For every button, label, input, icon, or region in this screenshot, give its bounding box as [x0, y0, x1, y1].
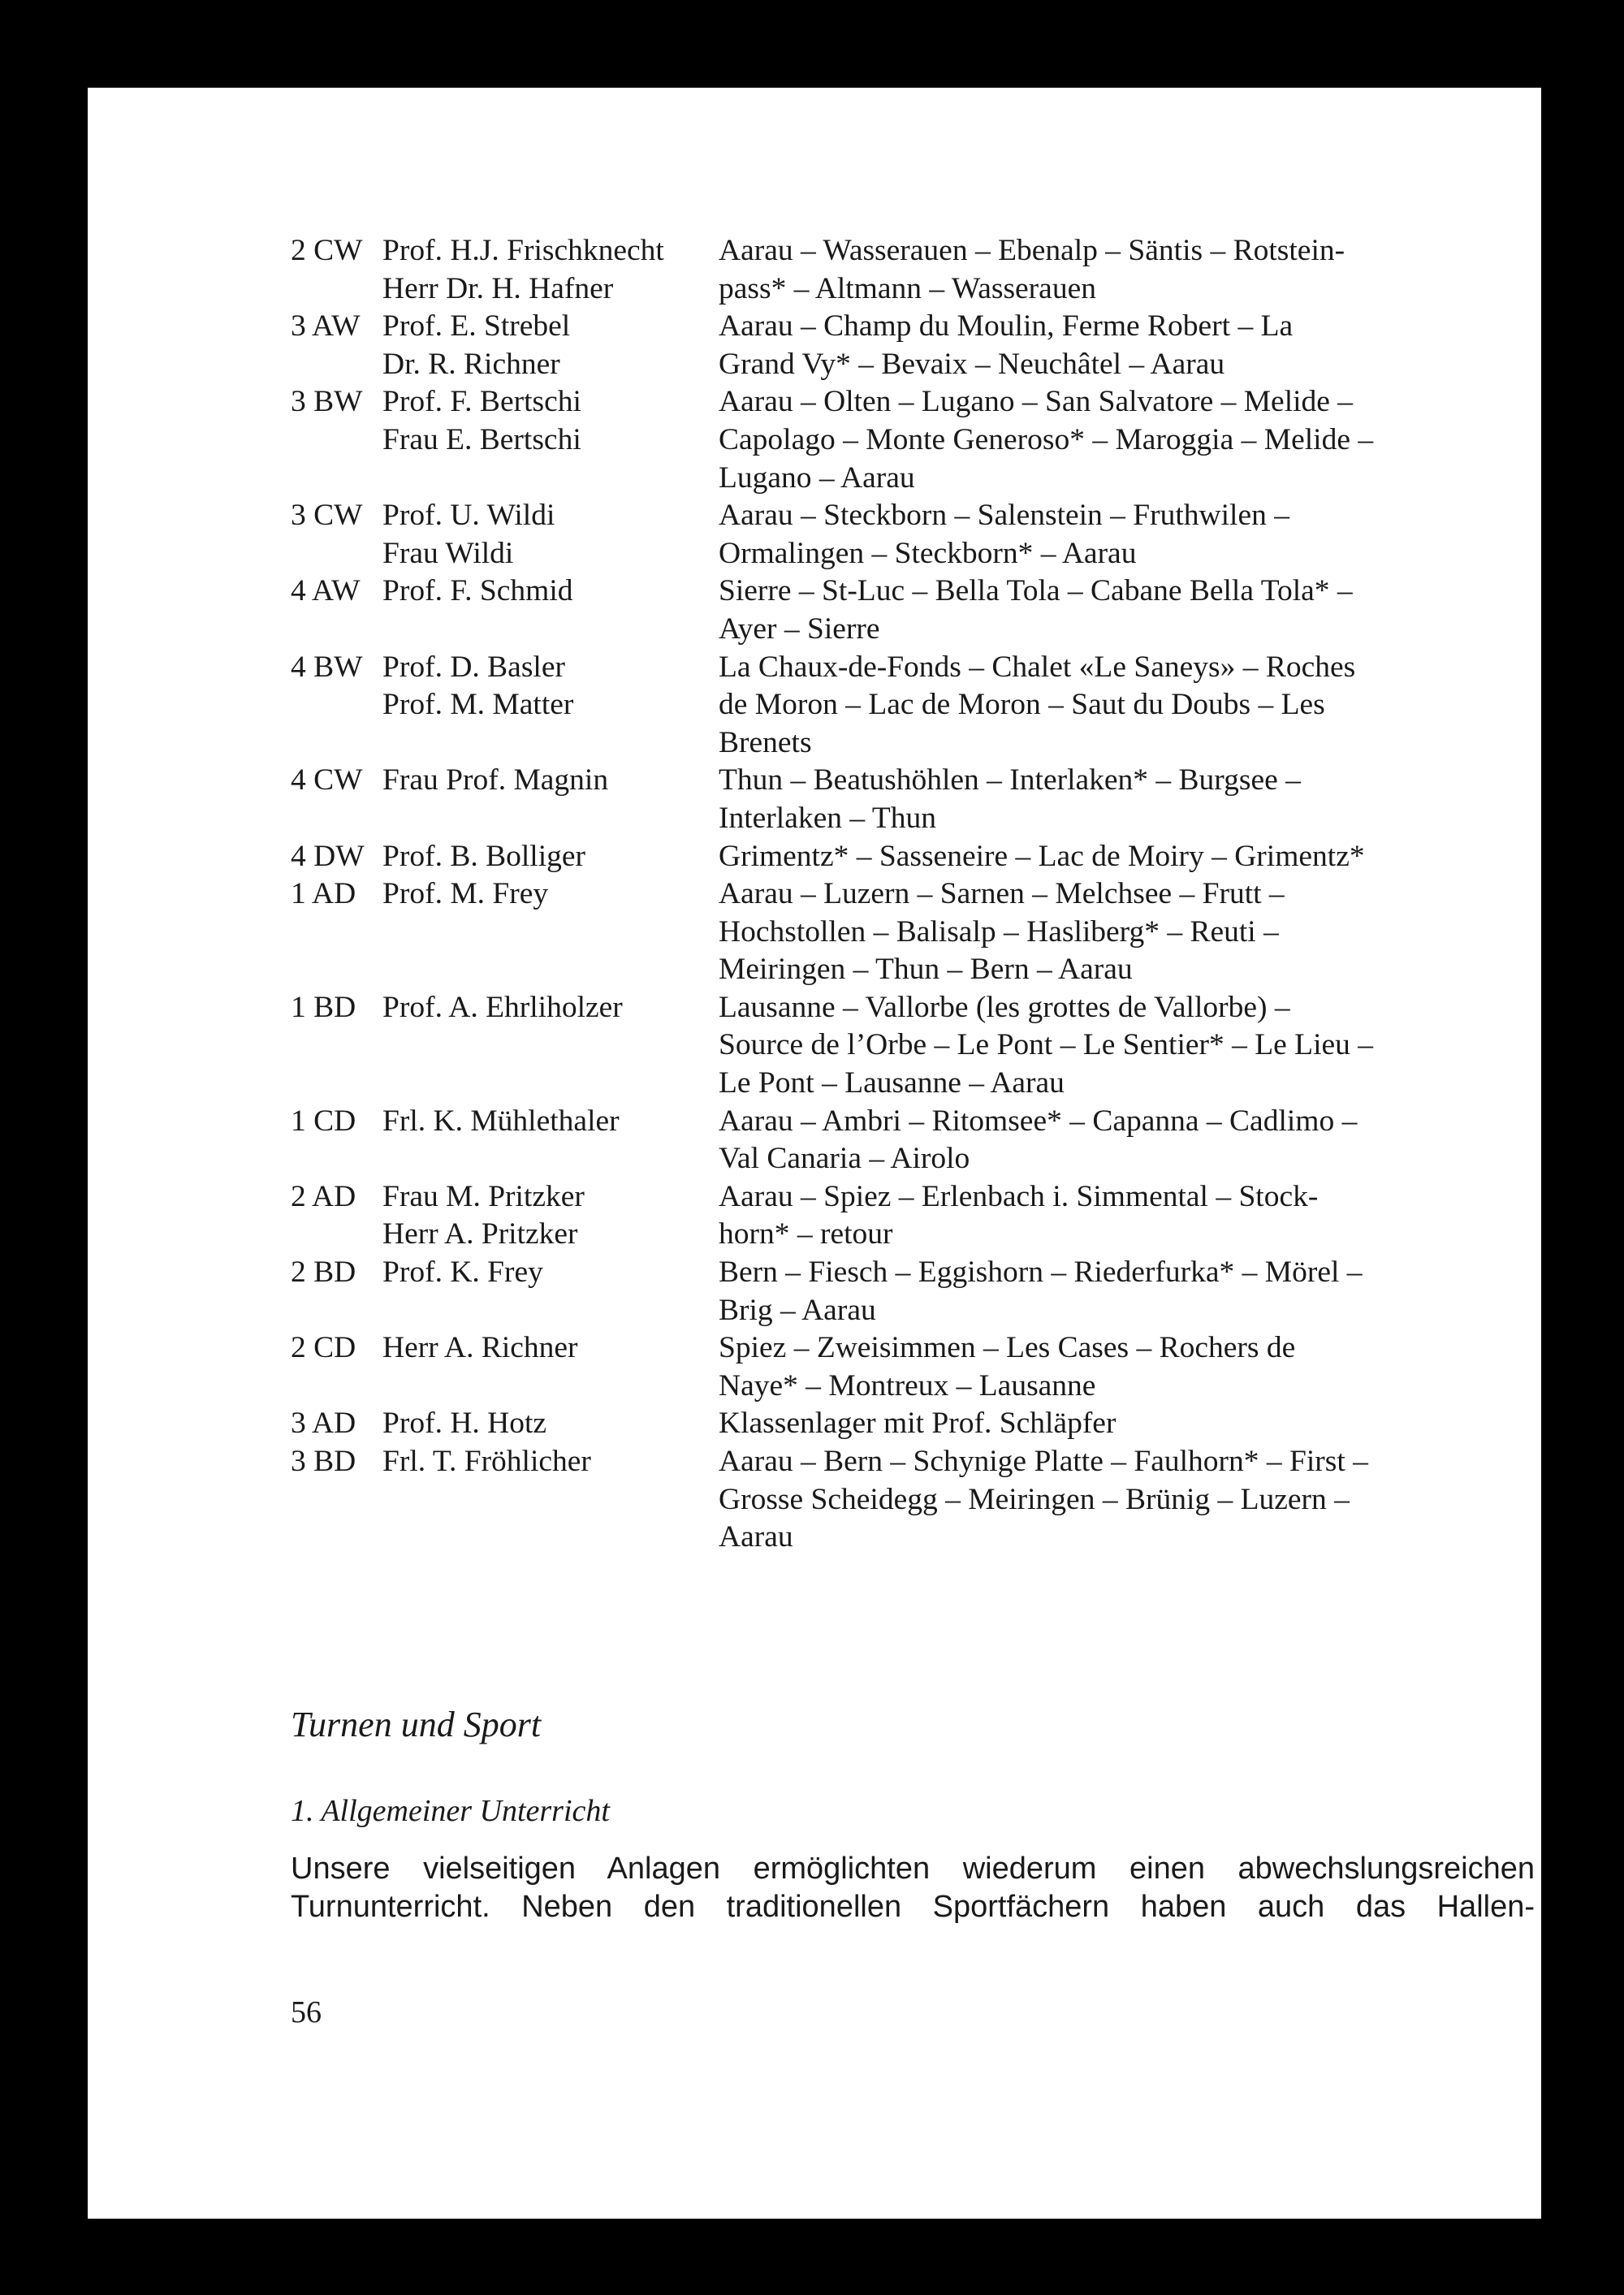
route-line: horn* – retour — [719, 1217, 893, 1251]
route-line: Spiez – Zweisimmen – Les Cases – Rochers de — [719, 1331, 1296, 1365]
excursion-row — [291, 497, 1557, 573]
teacher-name: Prof. H. Hotz — [382, 1407, 547, 1441]
teacher-list — [382, 1329, 578, 1368]
body-paragraph — [291, 1850, 1535, 1926]
excursion-row — [291, 838, 1557, 876]
teacher-name: Prof. F. Schmid — [382, 574, 573, 608]
class-code: 3 BW — [291, 385, 363, 419]
route-line: Aarau – Bern – Schynige Platte – Faulhorn* – First – — [719, 1445, 1368, 1478]
teacher-name: Herr Dr. H. Hafner — [382, 271, 614, 305]
route-line: Lugano – Aarau — [719, 460, 915, 495]
teacher-name: Prof. M. Frey — [382, 877, 549, 911]
teacher-name: Frau E. Bertschi — [382, 422, 581, 456]
route-line: Sierre – St-Luc – Bella Tola – Cabane Bella Tola* – — [719, 574, 1353, 608]
excursion-row — [291, 989, 1557, 1103]
route-description — [719, 573, 1474, 648]
route-line: Aarau – Ambri – Ritomsee* – Capanna – Cadlimo – — [719, 1104, 1358, 1138]
class-code: 2 CW — [291, 234, 363, 267]
class-code: 2 AD — [291, 1179, 356, 1213]
excursion-row — [291, 762, 1557, 837]
teacher-name: Prof. M. Matter — [382, 688, 574, 722]
route-line: Grosse Scheidegg – Meiringen – Brünig – Luzern – — [719, 1482, 1350, 1516]
route-description — [719, 1405, 1474, 1443]
route-description — [719, 497, 1474, 573]
route-line: Aarau – Olten – Lugano – San Salvatore – Melide – — [719, 385, 1354, 419]
teacher-name: Herr A. Pritzker — [382, 1217, 578, 1251]
teacher-name: Frl. K. Mühlethaler — [382, 1104, 620, 1138]
route-description — [719, 383, 1474, 497]
teacher-name: Prof. B. Bolliger — [382, 839, 585, 873]
excursion-row — [291, 1329, 1557, 1405]
route-line: Grand Vy* – Bevaix – Neuchâtel – Aarau — [719, 347, 1225, 381]
class-code: 3 CW — [291, 499, 363, 533]
teacher-list — [382, 308, 570, 383]
route-description — [719, 1443, 1474, 1557]
teacher-list — [382, 1178, 585, 1254]
teacher-list — [382, 649, 573, 724]
teacher-name: Prof. F. Bertschi — [382, 385, 581, 419]
route-description — [719, 989, 1474, 1103]
excursion-table — [291, 232, 1557, 1557]
teacher-name: Prof. H.J. Frischknecht — [382, 234, 664, 267]
excursion-row — [291, 573, 1557, 648]
teacher-list — [382, 497, 555, 573]
route-line: Ayer – Sierre — [719, 612, 880, 646]
class-code: 1 BD — [291, 990, 356, 1024]
route-line: Brenets — [719, 725, 812, 759]
class-code: 4 AW — [291, 574, 361, 608]
paragraph-line: Turnunterricht. Neben den traditionellen Sportfächern haben auch das Hallen- — [291, 1890, 1535, 1924]
page-number: 56 — [291, 1995, 322, 2029]
teacher-name: Dr. R. Richner — [382, 347, 560, 381]
teacher-list — [382, 573, 573, 611]
route-description — [719, 1329, 1474, 1405]
class-code: 4 BW — [291, 650, 363, 684]
class-code: 1 AD — [291, 877, 356, 911]
teacher-name: Frau Wildi — [382, 536, 514, 570]
route-line: Thun – Beatushöhlen – Interlaken* – Burgsee – — [719, 763, 1301, 797]
excursion-row — [291, 383, 1557, 497]
excursion-row — [291, 232, 1557, 308]
route-line: Grimentz* – Sasseneire – Lac de Moiry – Grimentz* — [719, 839, 1365, 873]
teacher-list — [382, 232, 664, 308]
route-description — [719, 649, 1474, 763]
teacher-name: Prof. U. Wildi — [382, 499, 555, 533]
class-code: 3 AD — [291, 1407, 356, 1441]
route-line: Aarau – Champ du Moulin, Ferme Robert – La — [719, 309, 1294, 344]
class-code: 3 BD — [291, 1445, 356, 1478]
route-line: Bern – Fiesch – Eggishorn – Riederfurka* – Mörel – — [719, 1256, 1363, 1290]
teacher-list — [382, 1443, 591, 1481]
route-line: Naye* – Montreux – Lausanne — [719, 1368, 1096, 1402]
teacher-name: Frl. T. Fröhlicher — [382, 1445, 591, 1478]
paragraph-line: Unsere vielseitigen Anlagen ermöglichten wiederum einen abwechslungsreichen — [291, 1852, 1535, 1886]
excursion-row — [291, 875, 1557, 989]
route-line: Interlaken – Thun — [719, 801, 936, 835]
route-description — [719, 1254, 1474, 1329]
teacher-list — [382, 383, 581, 459]
teacher-name: Frau Prof. Magnin — [382, 763, 609, 797]
section-title: Turnen und Sport — [291, 1705, 542, 1744]
class-code: 4 DW — [291, 839, 365, 873]
page — [88, 88, 1541, 2219]
route-line: Aarau – Wasserauen – Ebenalp – Säntis – Rotstein- — [719, 234, 1345, 267]
excursion-row — [291, 308, 1557, 383]
route-line: Aarau – Spiez – Erlenbach i. Simmental – Stock- — [719, 1179, 1319, 1213]
excursion-row — [291, 1103, 1557, 1178]
route-line: Source de l’Orbe – Le Pont – Le Sentier* – Le Lieu – — [719, 1028, 1374, 1062]
excursion-row — [291, 1443, 1557, 1557]
excursion-row — [291, 1405, 1557, 1443]
route-description — [719, 762, 1474, 837]
teacher-name: Prof. A. Ehrliholzer — [382, 990, 623, 1024]
route-line: de Moron – Lac de Moron – Saut du Doubs – Les — [719, 688, 1325, 722]
class-code: 4 CW — [291, 763, 363, 797]
route-line: Val Canaria – Airolo — [719, 1142, 970, 1176]
route-description — [719, 232, 1474, 308]
teacher-list — [382, 838, 585, 876]
teacher-name: Prof. D. Basler — [382, 650, 565, 684]
route-line: Aarau – Steckborn – Salenstein – Fruthwilen – — [719, 499, 1289, 533]
class-code: 2 CD — [291, 1331, 356, 1365]
excursion-row — [291, 1254, 1557, 1329]
teacher-list — [382, 1405, 546, 1443]
teacher-list — [382, 875, 548, 914]
route-line: La Chaux-de-Fonds – Chalet «Le Saneys» – Roches — [719, 650, 1356, 684]
teacher-list — [382, 1254, 543, 1292]
teacher-list — [382, 989, 623, 1027]
teacher-list — [382, 762, 608, 800]
route-line: Aarau – Luzern – Sarnen – Melchsee – Frutt – — [719, 877, 1285, 911]
route-line: Hochstollen – Balisalp – Hasliberg* – Reuti – — [719, 914, 1279, 949]
route-description — [719, 875, 1474, 989]
teacher-name: Prof. E. Strebel — [382, 309, 571, 344]
teacher-list — [382, 1103, 620, 1141]
route-description — [719, 1103, 1474, 1178]
route-description — [719, 838, 1474, 876]
route-line: pass* – Altmann – Wasserauen — [719, 271, 1096, 305]
excursion-row — [291, 1178, 1557, 1254]
route-line: Brig – Aarau — [719, 1293, 876, 1327]
route-description — [719, 1178, 1474, 1254]
route-line: Capolago – Monte Generoso* – Maroggia – Melide – — [719, 422, 1374, 456]
route-line: Le Pont – Lausanne – Aarau — [719, 1066, 1065, 1100]
teacher-name: Herr A. Richner — [382, 1331, 578, 1365]
route-line: Ormalingen – Steckborn* – Aarau — [719, 536, 1137, 570]
class-code: 3 AW — [291, 309, 361, 344]
route-line: Lausanne – Vallorbe (les grottes de Vallorbe) – — [719, 990, 1290, 1024]
route-description — [719, 308, 1474, 383]
route-line: Klassenlager mit Prof. Schläpfer — [719, 1407, 1116, 1441]
class-code: 1 CD — [291, 1104, 356, 1138]
subsection-title: 1. Allgemeiner Unterricht — [291, 1794, 610, 1828]
excursion-row — [291, 649, 1557, 763]
teacher-name: Frau M. Pritzker — [382, 1179, 585, 1213]
teacher-name: Prof. K. Frey — [382, 1256, 543, 1290]
route-line: Aarau — [719, 1520, 793, 1554]
class-code: 2 BD — [291, 1256, 356, 1290]
route-line: Meiringen – Thun – Bern – Aarau — [719, 953, 1133, 987]
